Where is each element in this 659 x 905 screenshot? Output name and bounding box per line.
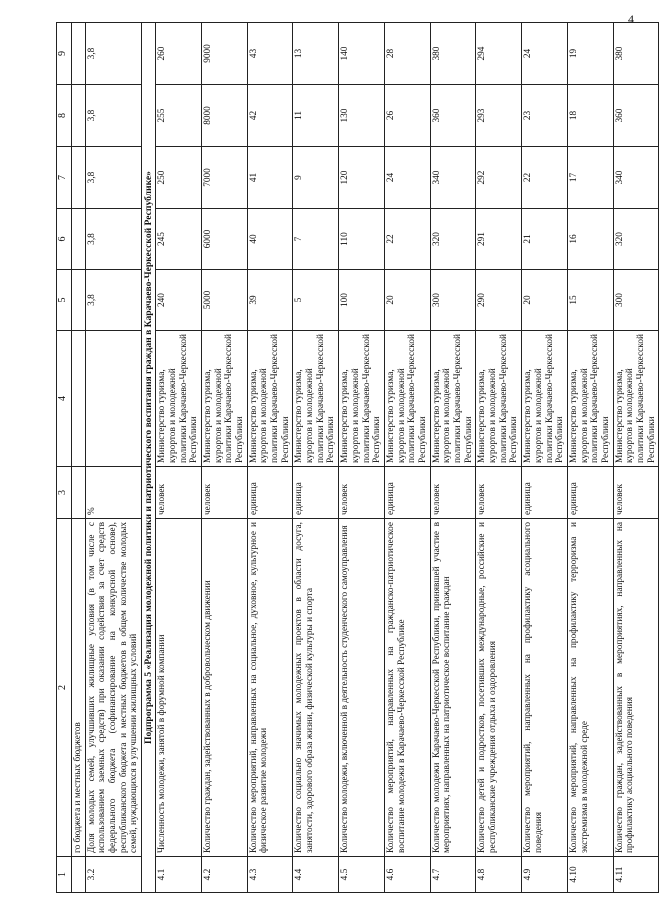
table-row — [201, 23, 247, 893]
value-cell: 5000 — [201, 270, 247, 331]
col-header: 1 — [57, 857, 72, 893]
indicator-cell: Количество граждан, задействованных в добровольческом движении — [201, 519, 247, 857]
value-cell: 3,8 — [85, 209, 141, 270]
value-cell: 19 — [567, 23, 613, 85]
value-cell: 3,8 — [85, 85, 141, 147]
indicator-cell: Количество мероприятий, направленных на профилактику асоциального поведения — [522, 519, 568, 857]
value-cell: 28 — [384, 23, 430, 85]
value-cell: 21 — [522, 209, 568, 270]
executor-cell: Министерство туризма, курортов и молодежной политики Карачаево-Черкесской Республики — [613, 331, 659, 467]
table-row — [72, 23, 86, 893]
value-cell: 340 — [613, 147, 659, 209]
row-number-cell: 4.10 — [567, 857, 613, 893]
unit-cell: единица — [247, 467, 293, 519]
subprogram-row — [142, 23, 156, 893]
value-cell: 24 — [384, 147, 430, 209]
indicator-cell: Численность молодежи, занятой в форумной компании — [156, 519, 202, 857]
value-cell: 255 — [156, 85, 202, 147]
value-cell: 140 — [339, 23, 385, 85]
table-row — [430, 23, 476, 893]
row-number-cell: 4.3 — [247, 857, 293, 893]
executor-cell: Министерство туризма, курортов и молодежной политики Карачаево-Черкесской Республики — [156, 331, 202, 467]
executor-cell: Министерство туризма, курортов и молодежной политики Карачаево-Черкесской Республики — [339, 331, 385, 467]
indicator-cell: Количество молодежи, включенной в деятельность студенческого самоуправления — [339, 519, 385, 857]
value-cell: 3,8 — [85, 270, 141, 331]
value-cell: 300 — [613, 270, 659, 331]
col-header: 3 — [57, 467, 72, 519]
unit-cell: человек — [339, 467, 385, 519]
value-cell: 290 — [476, 270, 522, 331]
row-number-cell: 4.8 — [476, 857, 522, 893]
executor-cell: Министерство туризма, курортов и молодежной политики Карачаево-Черкесской Республики — [384, 331, 430, 467]
value-cell: 291 — [476, 209, 522, 270]
value-cell — [72, 85, 86, 147]
value-cell: 22 — [522, 147, 568, 209]
value-cell: 22 — [384, 209, 430, 270]
value-cell: 293 — [476, 85, 522, 147]
value-cell: 130 — [339, 85, 385, 147]
unit-cell: единица — [567, 467, 613, 519]
unit-cell: % — [85, 467, 141, 519]
value-cell: 300 — [430, 270, 476, 331]
executor-cell: Министерство туризма, курортов и молодежной политики Карачаево-Черкесской Республики — [201, 331, 247, 467]
indicator-cell: Количество мероприятий, направленных на профилактику терроризма и экстремизма в молодежной среде — [567, 519, 613, 857]
indicator-cell: Количество детей и подростков, посетивших международные, российские и республиканские учреждения отдыха и оздоровления — [476, 519, 522, 857]
executor-cell: Министерство туризма, курортов и молодежной политики Карачаево-Черкесской Республики — [247, 331, 293, 467]
row-number-cell: 4.9 — [522, 857, 568, 893]
value-cell: 39 — [247, 270, 293, 331]
unit-cell: человек — [156, 467, 202, 519]
unit-cell: человек — [201, 467, 247, 519]
value-cell: 5 — [293, 270, 339, 331]
value-cell: 9 — [293, 147, 339, 209]
value-cell: 245 — [156, 209, 202, 270]
executor-cell: Министерство туризма, курортов и молодежной политики Карачаево-Черкесской Республики — [567, 331, 613, 467]
value-cell: 20 — [522, 270, 568, 331]
indicator-cell: Количество молодежи Карачаево-Черкесской Республики, принявшей участие в мероприятиях, направленных на патриотическое воспитание граждан — [430, 519, 476, 857]
value-cell: 17 — [567, 147, 613, 209]
value-cell: 42 — [247, 85, 293, 147]
row-number-cell — [72, 857, 86, 893]
unit-cell: человек — [476, 467, 522, 519]
value-cell: 320 — [430, 209, 476, 270]
table-row — [476, 23, 522, 893]
table-header — [57, 23, 72, 893]
value-cell: 7000 — [201, 147, 247, 209]
table-row — [156, 23, 202, 893]
value-cell: 340 — [430, 147, 476, 209]
unit-cell: единица — [384, 467, 430, 519]
value-cell: 100 — [339, 270, 385, 331]
indicator-cell: Количество граждан, задействованных в мероприятиях, направленных на профилактику асоциального поведения — [613, 519, 659, 857]
col-header: 7 — [57, 147, 72, 209]
value-cell: 6000 — [201, 209, 247, 270]
value-cell: 8000 — [201, 85, 247, 147]
value-cell — [72, 147, 86, 209]
value-cell: 360 — [430, 85, 476, 147]
col-header: 4 — [57, 331, 72, 467]
value-cell: 23 — [522, 85, 568, 147]
unit-cell — [72, 467, 86, 519]
table-row — [613, 23, 659, 893]
indicators-table — [56, 22, 659, 893]
value-cell: 20 — [384, 270, 430, 331]
col-header: 5 — [57, 270, 72, 331]
unit-cell: человек — [430, 467, 476, 519]
value-cell: 260 — [156, 23, 202, 85]
value-cell: 15 — [567, 270, 613, 331]
value-cell: 18 — [567, 85, 613, 147]
value-cell: 380 — [613, 23, 659, 85]
value-cell: 292 — [476, 147, 522, 209]
value-cell: 40 — [247, 209, 293, 270]
indicator-cell: го бюджета и местных бюджетов — [72, 519, 86, 857]
indicator-cell: Количество социально значимых молодежных проектов в области досуга, занятости, здорового образа жизни, физической культуры и спорта — [293, 519, 339, 857]
value-cell: 24 — [522, 23, 568, 85]
value-cell: 9000 — [201, 23, 247, 85]
row-number-cell: 4.4 — [293, 857, 339, 893]
value-cell: 7 — [293, 209, 339, 270]
value-cell — [72, 270, 86, 331]
value-cell: 13 — [293, 23, 339, 85]
value-cell: 360 — [613, 85, 659, 147]
col-header: 9 — [57, 23, 72, 85]
table-row — [384, 23, 430, 893]
value-cell: 26 — [384, 85, 430, 147]
executor-cell: Министерство туризма, курортов и молодежной политики Карачаево-Черкесской Республики — [430, 331, 476, 467]
row-number-cell: 4.6 — [384, 857, 430, 893]
col-header: 8 — [57, 85, 72, 147]
row-number-cell: 4.7 — [430, 857, 476, 893]
value-cell: 16 — [567, 209, 613, 270]
unit-cell: человек — [613, 467, 659, 519]
value-cell — [72, 209, 86, 270]
table-row — [522, 23, 568, 893]
value-cell — [72, 23, 86, 85]
value-cell: 294 — [476, 23, 522, 85]
value-cell: 380 — [430, 23, 476, 85]
table-row — [567, 23, 613, 893]
column-numbers-row — [57, 23, 72, 893]
subprogram-title: Подпрограмма 5 «Реализация молодежной политики и патриотического воспитания граждан в Карачаево-Черкесской Республике» — [142, 23, 156, 893]
unit-cell: единица — [522, 467, 568, 519]
row-number-cell: 3.2 — [85, 857, 141, 893]
executor-cell — [85, 331, 141, 467]
rotated-table-container — [56, 23, 657, 893]
unit-cell: единица — [293, 467, 339, 519]
row-number-cell: 4.1 — [156, 857, 202, 893]
table-body — [72, 23, 659, 893]
value-cell: 3,8 — [85, 147, 141, 209]
row-number-cell: 4.11 — [613, 857, 659, 893]
table-row — [85, 23, 141, 893]
value-cell: 110 — [339, 209, 385, 270]
value-cell: 120 — [339, 147, 385, 209]
col-header: 6 — [57, 209, 72, 270]
col-header: 2 — [57, 519, 72, 857]
value-cell: 43 — [247, 23, 293, 85]
executor-cell: Министерство туризма, курортов и молодежной политики Карачаево-Черкесской Республики — [476, 331, 522, 467]
value-cell: 320 — [613, 209, 659, 270]
row-number-cell: 4.2 — [201, 857, 247, 893]
page-number: 4 — [628, 12, 634, 26]
value-cell: 250 — [156, 147, 202, 209]
row-number-cell: 4.5 — [339, 857, 385, 893]
table-row — [293, 23, 339, 893]
value-cell: 41 — [247, 147, 293, 209]
value-cell: 3,8 — [85, 23, 141, 85]
table-row — [339, 23, 385, 893]
executor-cell: Министерство туризма, курортов и молодежной политики Карачаево-Черкесской Республики — [293, 331, 339, 467]
indicator-cell: Количество мероприятий, направленных на гражданско-патриотическое воспитание молодежи в Карачаево-Черкесской Республике — [384, 519, 430, 857]
table-row — [247, 23, 293, 893]
indicator-cell: Доля молодых семей, улучшивших жилищные условия (в том числе с использованием заемных средств) при оказании содействия за счет средств федерального бюджета (софинансирование на конкурсной основе), республиканского бюджета и местных бюджетов в общем количестве молодых семей, нуждающихся в улучшении жилищных условий — [85, 519, 141, 857]
executor-cell — [72, 331, 86, 467]
indicator-cell: Количество мероприятий, направленных на социальное, духовное, культурное и физическое развитие молодежи — [247, 519, 293, 857]
value-cell: 240 — [156, 270, 202, 331]
executor-cell: Министерство туризма, курортов и молодежной политики Карачаево-Черкесской Республики — [522, 331, 568, 467]
value-cell: 11 — [293, 85, 339, 147]
